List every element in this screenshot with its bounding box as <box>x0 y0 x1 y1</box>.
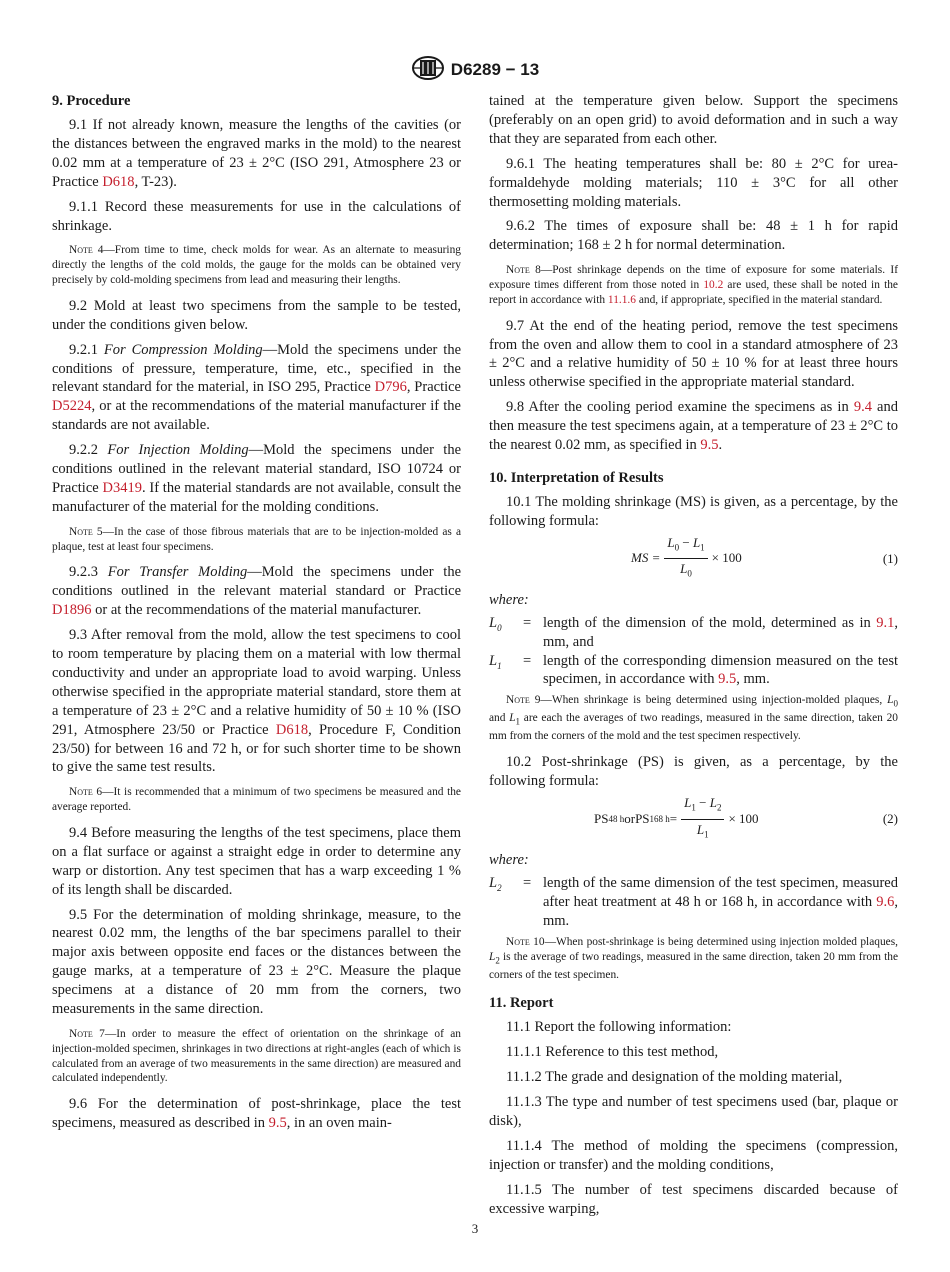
para-11-1-1: 11.1.1 Reference to this test method, <box>506 1044 719 1061</box>
para-9-6-continued: tained at the temperature given below. Support the specimens (preferably on an open grid) to avoid deformation and in such a way that they are separated from each other. <box>489 93 898 147</box>
page-number: 3 <box>471 1221 479 1236</box>
astm-logo-icon <box>411 56 445 80</box>
page-header <box>0 56 950 80</box>
para-9-5: 9.5 For the determination of molding shrinkage, measure, to the nearest 0.02 mm, the lengths of the bar specimens parallel to their major axis between opposite end faces or the distances between the gauge marks, at a temperature of 23 ± 2°C. Measure the plaque specimens at a distance of 20 mm from the corners, two measurements in the same direction. <box>52 906 461 1018</box>
para-10-2: 10.2 Post-shrinkage (PS) is given, as a percentage, by the following formula: <box>489 754 898 790</box>
ref-9-1[interactable]: 9.1 <box>876 614 895 631</box>
section-10-title: 10. Interpretation of Results <box>489 469 664 486</box>
ref-9-5[interactable]: 9.5 <box>268 1115 287 1132</box>
section-11-title: 11. Report <box>489 995 554 1012</box>
note-10: Note 10—When post-shrinkage is being determined using injection molded plaques, $L_2$ is the average of two readings, measured in the same direction, taken 20 mm from the corners of the test specimen. <box>489 935 898 981</box>
eq2-multiplier: × 100 <box>728 810 759 826</box>
equation-2: PS 48 h or PS 168 h = $\frac{L_1 - L_2}{L_1}$ × 100 (2) <box>489 797 898 841</box>
para-9-1-1: 9.1.1 Record these measurements for use in the calculations of shrinkage. <box>52 198 461 234</box>
note-4: Note 4—From time to time, check molds for wear. As an alternate to measuring directly the lengths of the cold molds, the gauge for the molds can be obtained very precisely by cold-molding specimens from lead and measuring their lengths. <box>52 244 461 287</box>
note-6: Note 6—It is recommended that a minimum of two specimens be measured and the average reported. <box>52 786 461 814</box>
left-column <box>52 92 461 1139</box>
para-9-7: 9.7 At the end of the heating period, remove the test specimens from the oven and allow them to cool in a standard atmosphere of 23 ± 2°C and a relative humidity of 50 ± 10 % for at least three hours unless otherwise specified in the appropriate material standard. <box>489 317 898 391</box>
note-9: Note 9—When shrinkage is being determined using injection-molded plaques, $L_0$ and $L_1$ are each the averages of two readings, measured in the same direction, taken 20 mm from the corners of the mold and the test specimen respectively. <box>489 694 898 743</box>
para-9-2-2: 9.2.2 For Injection Molding—Mold the specimens under the conditions outlined in the relevant material standard, ISO 10724 or Practice D3419. If the material standards are not available, consult the manufacturer of the material for the molding conditions. <box>52 442 462 515</box>
eq1-fraction: $\frac{L_0 - L_1}{L_0}$ <box>664 534 707 584</box>
where-label-2: where: <box>489 852 529 869</box>
eq1-label: (1) <box>882 550 898 566</box>
para-9-2-3: 9.2.3 For Transfer Molding—Mold the specimens under the conditions outlined in the relevant material standard or Practice D1896 or at the recommendations of the material manufacturer. <box>52 564 462 619</box>
para-9-6-2: 9.6.2 The times of exposure shall be: 48 ± 1 h for rapid determination; 168 ± 2 h for normal determination. <box>489 218 898 254</box>
equation-1 <box>489 534 898 581</box>
ref-d618[interactable]: D618 <box>275 721 309 738</box>
ref-9-5[interactable]: 9.5 <box>700 437 719 454</box>
ref-11-1-6[interactable]: 11.1.6 <box>607 293 636 306</box>
ref-d1896[interactable]: D1896 <box>52 602 92 619</box>
para-11-1-2: 11.1.2 The grade and designation of the molding material, <box>506 1069 843 1086</box>
section-9-title: 9. Procedure <box>52 93 131 109</box>
para-9-4: 9.4 Before measuring the lengths of the test specimens, place them on a flat surface or against a straight edge in order to determine any warp or distortion. Any test specimen that has a warp exceeding 1 % of its length shall be discarded. <box>52 824 461 898</box>
eq2-fraction: $\frac{L_1 - L_2}{L_1}$ <box>681 794 724 844</box>
definition-l2: $L_2$ = length of the same dimension of the test specimen, measured after heat treatment at 48 h or 168 h, in accordance with 9.6, mm. <box>489 875 898 929</box>
ref-9-5[interactable]: 9.5 <box>718 671 737 688</box>
ref-10-2[interactable]: 10.2 <box>703 279 724 292</box>
para-9-6-1: 9.6.1 The heating temperatures shall be: 80 ± 2°C for urea-formaldehyde molding materials; 110 ± 3°C for all other thermosetting molding materials. <box>489 155 898 210</box>
para-9-8: 9.8 After the cooling period examine the specimens as in 9.4 and then measure the test specimens again, at a temperature of 23 ± 2°C to the nearest 0.02 mm, as specified in 9.5. <box>489 399 898 454</box>
para-9-1: 9.1 If not already known, measure the lengths of the cavities (or the distances between the engraved marks in the mold) to the nearest 0.02 mm at a temperature of 23 ± 2°C (ISO 291, Atmosphere 23 or Practice D618, T-23). <box>52 117 461 190</box>
where-label-1: where: <box>489 591 529 608</box>
note-8: Note 8—Post shrinkage depends on the time of exposure for some materials. If exposure times different from those noted in 10.2 are used, these shall be noted in the report in accordance with 11.1.6 and, if appropriate, specified in the material standard. <box>489 264 898 306</box>
para-11-1-3: 11.1.3 The type and number of test specimens used (bar, plaque or disk), <box>489 1094 898 1130</box>
note-7: Note 7—In order to measure the effect of orientation on the shrinkage of an injection-molded specimen, shrinkages in two directions at right-angles (each of which is calculated from an average of two measurements in the same direction) are measured and calculated independently. <box>52 1028 461 1085</box>
para-9-2-1: 9.2.1 For Compression Molding—Mold the specimens under the conditions of pressure, temperature, time, etc., specified in the relevant standard for the material, in ISO 295, Practice D796, Practice D5224, or at the recommendations of the material manufacturer if the standards are not available. <box>52 341 461 434</box>
para-9-6: 9.6 For the determination of post-shrinkage, place the test specimens, measured as described in 9.5, in an oven main- <box>52 1096 461 1132</box>
note-5: Note 5—In the case of those fibrous materials that are to be injection-molded as a plaque, test at least four specimens. <box>52 525 461 553</box>
ref-9-4[interactable]: 9.4 <box>853 399 872 416</box>
definition-l0: $L_0$ = length of the dimension of the mold, determined as in 9.1, mm, and <box>489 614 898 650</box>
ref-9-6[interactable]: 9.6 <box>876 893 895 910</box>
right-column <box>489 92 898 1225</box>
para-9-2: 9.2 Mold at least two specimens from the sample to be tested, under the conditions given below. <box>52 297 461 333</box>
ref-d5224[interactable]: D5224 <box>52 398 92 415</box>
para-9-3: 9.3 After removal from the mold, allow the test specimens to cool to room temperature by placing them on a material with low thermal conductivity and under an appropriate load to avoid warping. Unless otherwise specified in the appropriate material standard, store them at a temperature of 23 ± 2°C and a relative humidity of 50 ± 10 % (ISO 291, Atmosphere 23/50 or Practice D618, Procedure F, Condition 23/50) for between 16 and 72 h, or for such shorter time to be shown to give the same test results. <box>52 627 461 776</box>
para-11-1-4: 11.1.4 The method of molding the specimens (compression, injection or transfer) and the molding conditions, <box>489 1137 898 1173</box>
eq2-label: (2) <box>882 811 898 827</box>
eq1-multiplier: × 100 <box>711 550 742 566</box>
para-10-1: 10.1 The molding shrinkage (MS) is given, as a percentage, by the following formula: <box>489 493 898 529</box>
ref-d796[interactable]: D796 <box>374 379 407 396</box>
definition-l1: $L_1$ = length of the corresponding dimension measured on the test specimen, in accordance with 9.5, mm. <box>489 652 898 688</box>
ref-d3419[interactable]: D3419 <box>102 479 142 496</box>
ref-d618[interactable]: D618 <box>102 173 135 190</box>
document-designation: D6289 − 13 <box>450 60 540 79</box>
eq1-lhs: MS = <box>631 550 661 566</box>
para-11-1-5: 11.1.5 The number of test specimens discarded because of excessive warping, <box>489 1181 898 1217</box>
para-11-1: 11.1 Report the following information: <box>506 1019 732 1036</box>
